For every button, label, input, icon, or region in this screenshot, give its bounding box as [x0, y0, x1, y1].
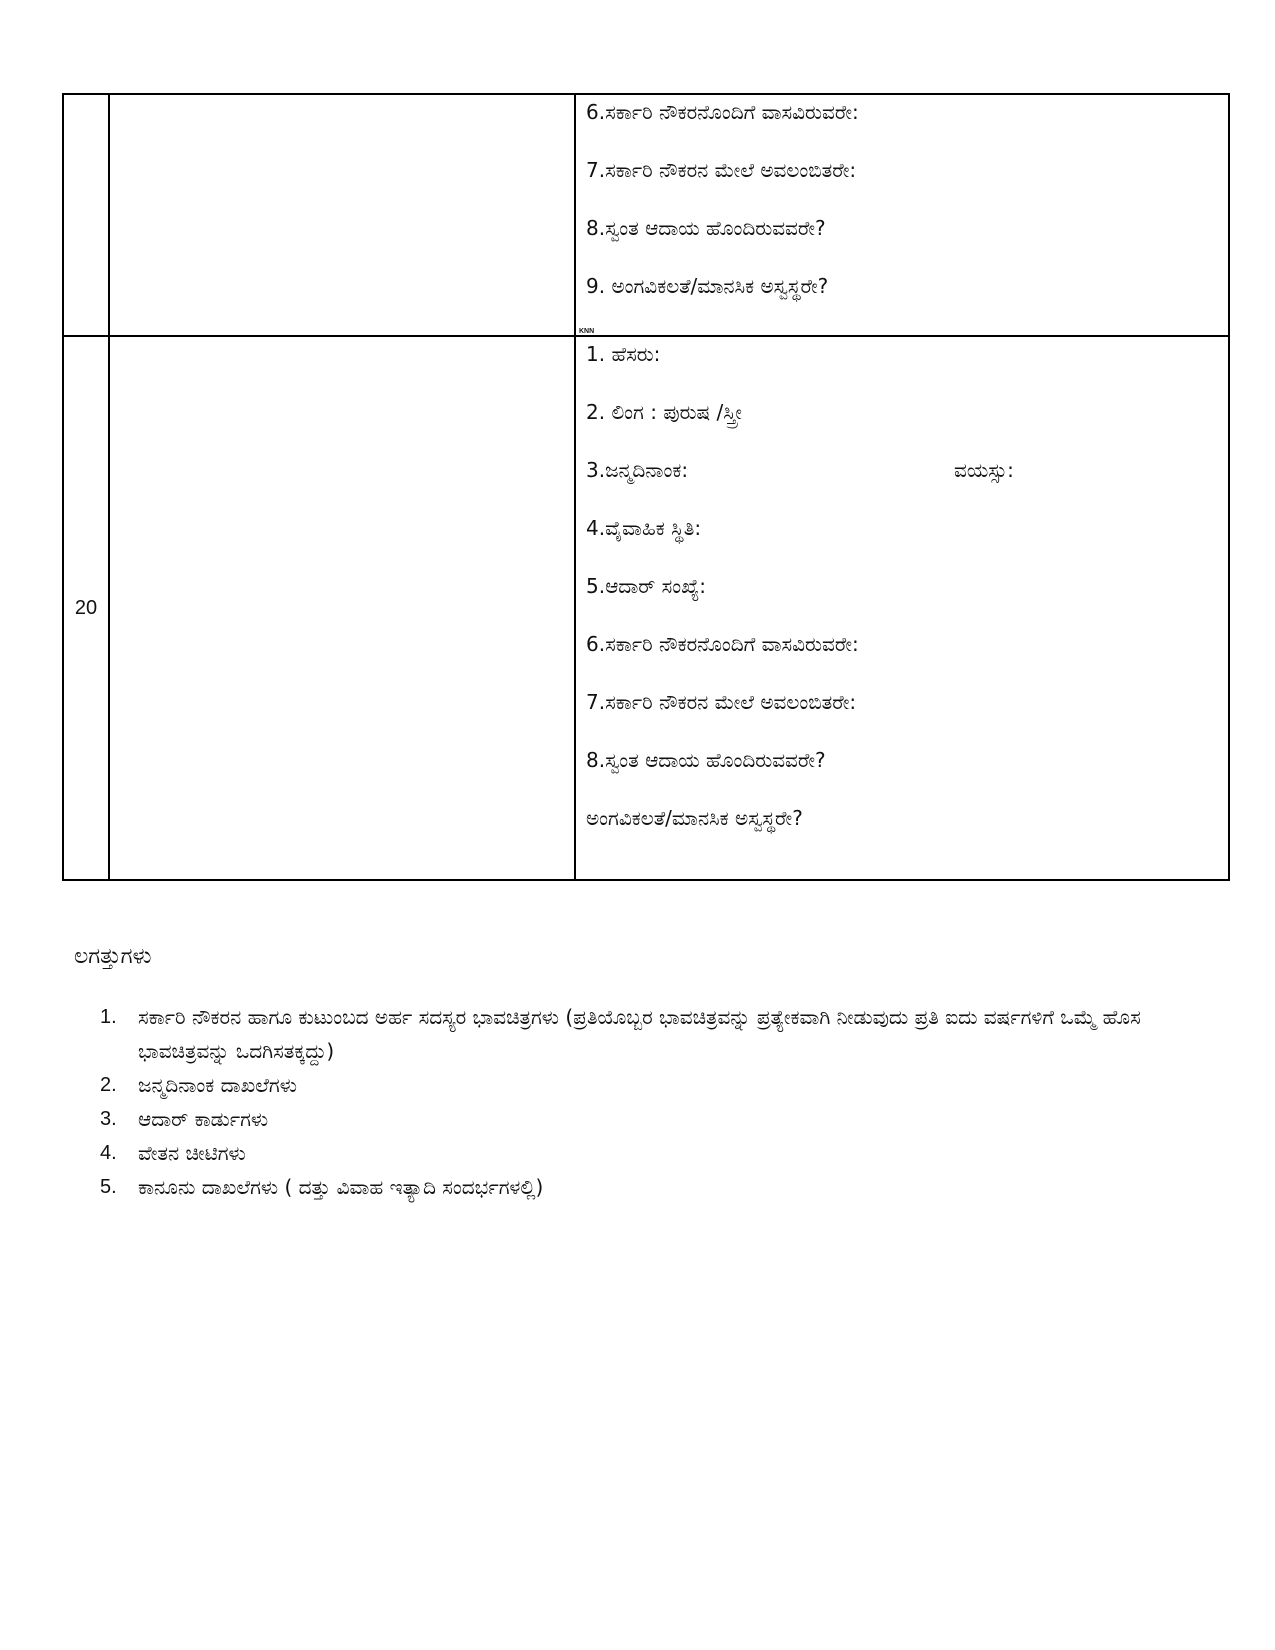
list-item	[100, 1170, 1160, 1204]
detail-line: 2. ಲಿಂಗ : ಪುರುಷ /ಸ್ತ್ರೀ	[586, 400, 742, 424]
knn-mark: KNN	[579, 328, 595, 335]
list-item	[100, 1000, 1160, 1068]
member-details-table	[62, 93, 1230, 881]
detail-line: 6.ಸರ್ಕಾರಿ ನೌಕರನೊಂದಿಗೆ ವಾಸವಿರುವರೇ:	[586, 100, 859, 124]
list-item	[100, 1102, 1160, 1136]
list-item-number: 4.	[100, 1142, 117, 1164]
detail-line: 5.ಆದಾರ್ ಸಂಖ್ಯೆ:	[586, 574, 707, 598]
name-cell	[109, 336, 575, 880]
detail-line: 9. ಅಂಗವಿಕಲತೆ/ಮಾನಸಿಕ ಅಸ್ವಸ್ಥರೇ?	[586, 274, 829, 298]
list-item-number: 1.	[100, 1006, 117, 1028]
detail-line: 8.ಸ್ವಂತ ಆದಾಯ ಹೊಂದಿರುವವರೇ?	[586, 748, 826, 772]
detail-line: 8.ಸ್ವಂತ ಆದಾಯ ಹೊಂದಿರುವವರೇ?	[586, 216, 826, 240]
list-item-text: ಸರ್ಕಾರಿ ನೌಕರನ ಹಾಗೂ ಕುಟುಂಬದ ಅರ್ಹ ಸದಸ್ಯರ ಭಾವಚಿತ್ರಗಳು (ಪ್ರತಿಯೊಬ್ಬರ ಭಾವಚಿತ್ರವನ್ನು ಪ್ರತ್ಯೇಕವಾಗಿ ನೀಡುವುದು ಪ್ರತಿ ಐದು ವರ್ಷಗಳಿಗೆ ಒಮ್ಮೆ ಹೊಸ ಭಾವಚಿತ್ರವನ್ನು ಒದಗಿಸತಕ್ಕದ್ದು)	[138, 1005, 1141, 1063]
row-number-cell	[63, 94, 109, 336]
age-label: ವಯಸ್ಸು:	[954, 458, 1014, 482]
list-item-number: 3.	[100, 1108, 117, 1130]
list-item	[100, 1136, 1160, 1170]
list-item-text: ಕಾನೂನು ದಾಖಲೆಗಳು ( ದತ್ತು ವಿವಾಹ ಇತ್ಯಾದಿ ಸಂದರ್ಭಗಳಲ್ಲಿ)	[138, 1175, 544, 1199]
table-row	[63, 336, 1229, 880]
list-item-text: ವೇತನ ಚೀಟಿಗಳು	[138, 1141, 246, 1165]
table-row	[63, 94, 1229, 336]
attachments-list	[100, 1000, 1160, 1204]
row-number-cell: 20	[63, 336, 109, 880]
detail-line: ಅಂಗವಿಕಲತೆ/ಮಾನಸಿಕ ಅಸ್ವಸ್ಥರೇ?	[586, 806, 803, 830]
detail-line: 7.ಸರ್ಕಾರಿ ನೌಕರನ ಮೇಲೆ ಅವಲಂಬಿತರೇ:	[586, 690, 857, 714]
attachments-heading: ಲಗತ್ತುಗಳು	[74, 944, 152, 969]
name-cell	[109, 94, 575, 336]
list-item-number: 5.	[100, 1176, 117, 1198]
list-item-number: 2.	[100, 1074, 117, 1096]
detail-line: 4.ವೈವಾಹಿಕ ಸ್ಥಿತಿ:	[586, 516, 702, 540]
detail-line: 7.ಸರ್ಕಾರಿ ನೌಕರನ ಮೇಲೆ ಅವಲಂಬಿತರೇ:	[586, 158, 857, 182]
list-item-text: ಆದಾರ್ ಕಾರ್ಡುಗಳು	[138, 1107, 269, 1131]
list-item	[100, 1068, 1160, 1102]
list-item-text: ಜನ್ಮದಿನಾಂಕ ದಾಖಲೆಗಳು	[138, 1073, 297, 1097]
detail-line: 1. ಹೆಸರು:	[586, 342, 661, 366]
detail-line: 3.ಜನ್ಮದಿನಾಂಕ:	[586, 458, 689, 482]
detail-line: 6.ಸರ್ಕಾರಿ ನೌಕರನೊಂದಿಗೆ ವಾಸವಿರುವರೇ:	[586, 632, 859, 656]
details-cell	[575, 336, 1229, 880]
details-cell	[575, 94, 1229, 336]
